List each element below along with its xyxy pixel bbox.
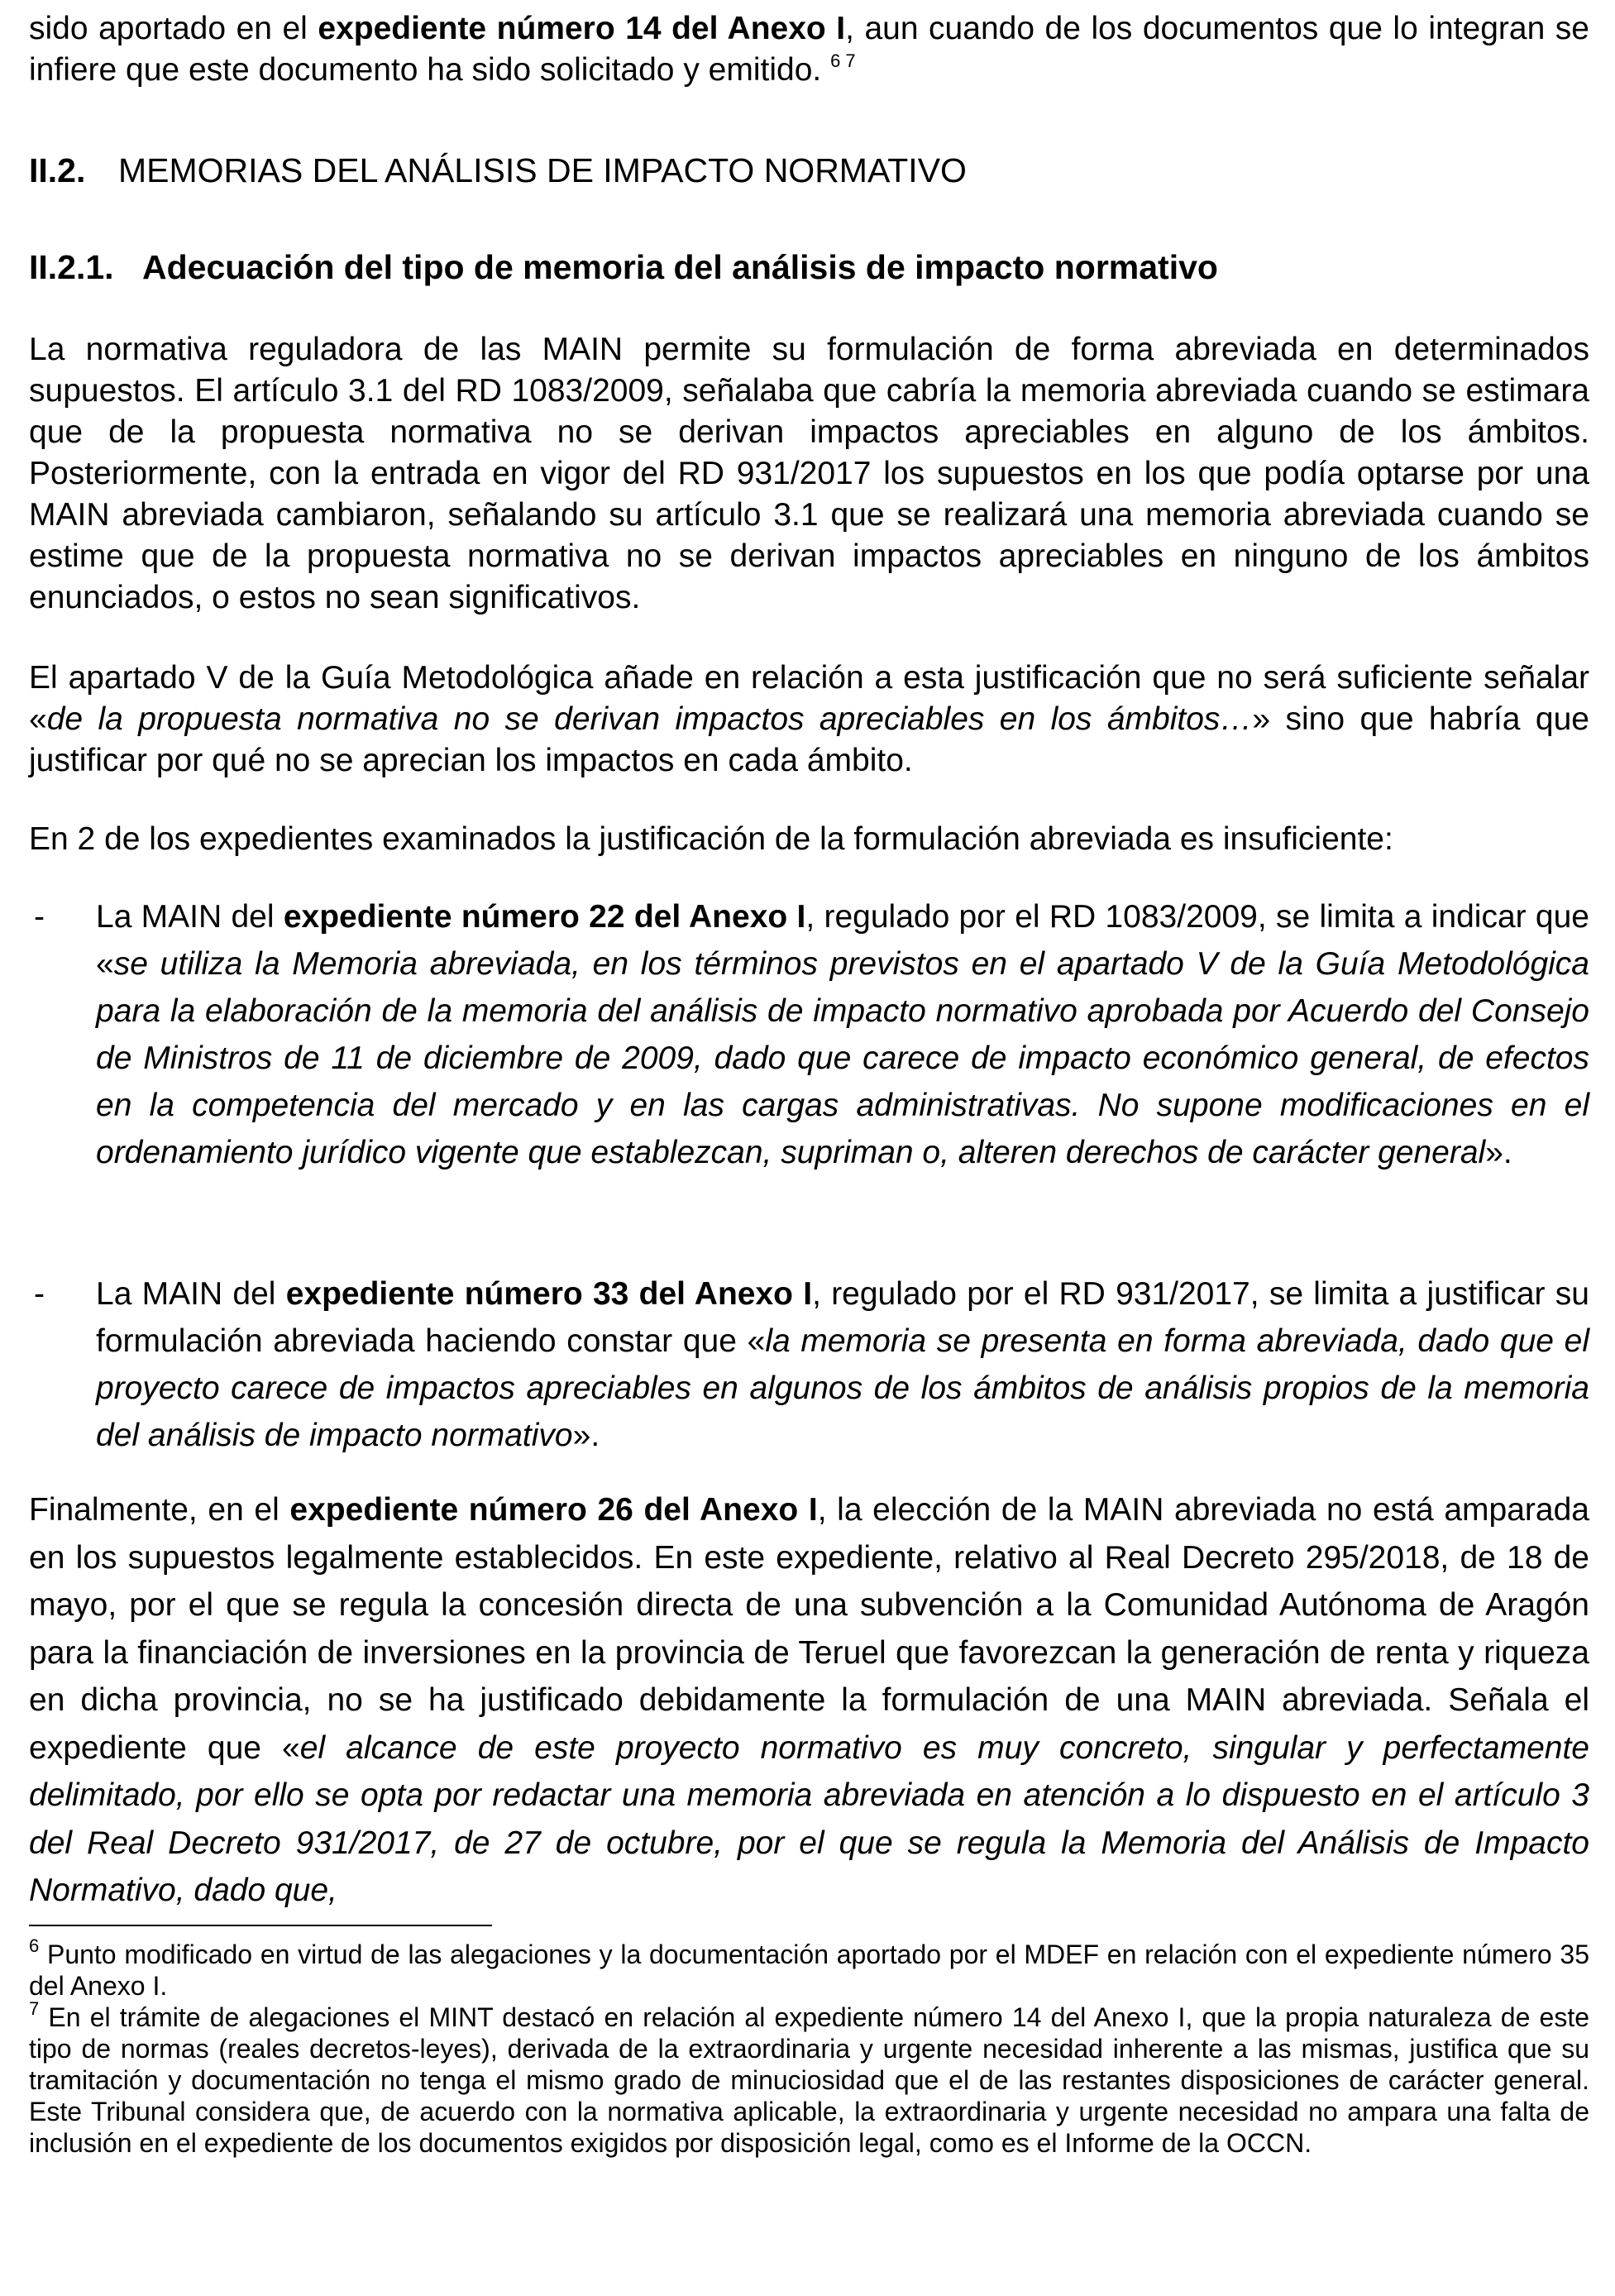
- bullet-item-1: [29, 893, 1589, 1176]
- paragraph-4: [29, 1486, 1589, 1915]
- paragraph-4-quote: el alcance de este proyecto normativo es muy concreto, singular y perfectamente delimitado, por ello se opta por redactar una memoria abreviada en atención a lo dispuesto en el artículo 3 del Real Decreto 931/2017, de 27 de octubre, por el que se regula la Memoria del Análisis de Impacto Normativo, dado que,: [29, 1729, 1589, 1908]
- subsection-heading-number: II.2.1.: [29, 248, 114, 286]
- top-paragraph-bold-ref: expediente número 14 del Anexo I: [318, 11, 846, 46]
- section-heading-number: II.2.: [29, 151, 86, 189]
- footnote-references: 6 7: [830, 50, 856, 71]
- footnote-7-mark: 7: [29, 1998, 40, 2020]
- paragraph-2: [29, 658, 1589, 782]
- section-heading-title: MEMORIAS DEL ANÁLISIS DE IMPACTO NORMATIVO: [118, 151, 967, 189]
- footnote-6-text: Punto modificado en virtud de las alegaciones y la documentación aportado por el MDEF en relación con el expediente número 35 del Anexo I.: [29, 1940, 1589, 2001]
- paragraph-4-text-1: Finalmente, en el: [29, 1492, 290, 1528]
- paragraph-1-text: La normativa reguladora de las MAIN permite su formulación de forma abreviada en determinados supuestos. El artículo 3.1 del RD 1083/2009, señalaba que cabría la memoria abreviada cuando se estimara que de la propuesta normativa no se derivan impactos apreciables en alguno de los ámbitos. Posteriormente, con la entrada en vigor del RD 931/2017 los supuestos en los que podía optarse por una MAIN abreviada cambiaron, señalando su artículo 3.1 que se realizará una memoria abreviada cuando se estime que de la propuesta normativa no se derivan impactos apreciables en ninguno de los ámbitos enunciados, o estos no sean significativos.: [29, 332, 1589, 615]
- bullet-2-quote: la memoria se presenta en forma abreviada, dado que el proyecto carece de impactos apreciables en algunos de los ámbitos de análisis propios de la memoria del análisis de impacto normativo: [96, 1323, 1589, 1453]
- footnote-7: [29, 1998, 1589, 2159]
- bullet-2-text-2: , regulado por el RD 931/2017, se limita a justificar su formulación abreviada haciendo constar que «: [96, 1276, 1589, 1359]
- paragraph-4-bold-ref: expediente número 26 del Anexo I: [289, 1492, 818, 1528]
- bullet-1-text-1: La MAIN del: [96, 899, 284, 935]
- bullet-1-quote: se utiliza la Memoria abreviada, en los términos previstos en el apartado V de la Guía Metodológica para la elaboración de la memoria del análisis de impacto normativo aprobada por Acuerdo del Consejo de Ministros de 11 de diciembre de 2009, dado que carece de impacto económico general, de efectos en la competencia del mercado y en las cargas administrativas. No supone modificaciones en el ordenamiento jurídico vigente que establezcan, supriman o, alteren derechos de carácter general: [96, 946, 1589, 1170]
- subsection-heading: [29, 246, 1589, 288]
- top-paragraph-text-2: , aun cuando de los documentos que lo integran se infiere que este documento ha sido solicitado y emitido.: [29, 11, 1589, 88]
- top-paragraph: [29, 8, 1589, 91]
- top-paragraph-text-1: sido aportado en el: [29, 11, 318, 46]
- footnote-6-mark: 6: [29, 1935, 40, 1957]
- paragraph-3-text: En 2 de los expedientes examinados la justificación de la formulación abreviada es insuficiente:: [29, 821, 1393, 857]
- bullet-dash: -: [34, 899, 45, 935]
- section-heading: [29, 150, 1589, 191]
- bullet-1-text-2: , regulado por el RD 1083/2009, se limita a indicar que «: [96, 899, 1589, 982]
- footnote-7-text: En el trámite de alegaciones el MINT destacó en relación al expediente número 14 del Anexo I, que la propia naturaleza de este tipo de normas (reales decretos-leyes), derivada de la extraordinaria y urgente necesidad inherente a las mismas, justifica que su tramitación y documentación no tenga el mismo grado de minuciosidad que el de las restantes disposiciones de carácter general. Este Tribunal considera que, de acuerdo con la normativa aplicable, la extraordinaria y urgente necesidad no ampara una falta de inclusión en el expediente de los documentos exigidos por disposición legal, como es el Informe de la OCCN.: [29, 2002, 1589, 2158]
- bullet-1-bold-ref: expediente número 22 del Anexo I: [283, 899, 806, 935]
- bullet-2-text-3: ».: [572, 1418, 600, 1453]
- paragraph-2-quote: de la propuesta normativa no se derivan impactos apreciables en los ámbitos…: [46, 701, 1253, 737]
- paragraph-2-text-1: El apartado V de la Guía Metodológica añade en relación a esta justificación que no será suficiente señalar «: [29, 660, 1589, 737]
- footnote-6: [29, 1935, 1589, 2002]
- paragraph-3: [29, 819, 1589, 861]
- bullet-item-2: [29, 1270, 1589, 1459]
- paragraph-4-text-2: , la elección de la MAIN abreviada no está amparada en los supuestos legalmente establecidos. En este expediente, relativo al Real Decreto 295/2018, de 18 de mayo, por el que se regula la concesión directa de una subvención a la Comunidad Autónoma de Aragón para la financiación de inversiones en la provincia de Teruel que favorezcan la generación de renta y riqueza en dicha provincia, no se ha justificado debidamente la formulación de una MAIN abreviada. Señala el expediente que «: [29, 1492, 1589, 1766]
- bullet-2-bold-ref: expediente número 33 del Anexo I: [285, 1276, 813, 1312]
- bullet-2-text-1: La MAIN del: [96, 1276, 286, 1312]
- paragraph-1: [29, 329, 1589, 619]
- bullet-1-text-3: ».: [1485, 1135, 1512, 1170]
- footnote-separator: [29, 1925, 492, 1926]
- subsection-heading-title: Adecuación del tipo de memoria del análisis de impacto normativo: [142, 248, 1218, 286]
- paragraph-2-text-2: » sino que habría que justificar por qué no se aprecian los impactos en cada ámbito.: [29, 701, 1589, 778]
- bullet-dash: -: [34, 1276, 45, 1312]
